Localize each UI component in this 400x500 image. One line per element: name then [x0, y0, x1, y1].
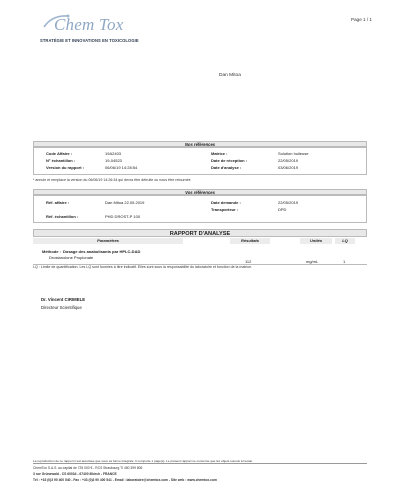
request-date-value: 22/05/2019 — [278, 200, 299, 205]
recipient-name: Dan Mitoa — [219, 73, 241, 78]
footer-contact: Tél : +33 (0)3 90 400 540 - Fax : +33 (0)3 90 400 541 - Email : laboratoire@chemtox.com - Site web : www.chemtox.com — [33, 478, 217, 482]
page-number: Page 1 / 1 — [351, 17, 372, 22]
col-header-units: Unités — [300, 238, 332, 244]
your-references-box — [33, 195, 367, 223]
col-header-parameters: Paramètres — [33, 238, 183, 244]
client-ref-label: Réf. affaire : — [46, 200, 70, 205]
method-value: Dosage des anabolisants par HPLC-DAD — [63, 249, 141, 254]
result-row-lq: 1 — [343, 259, 346, 264]
client-ref-value: Dan Mitoa 22.05.2019 — [105, 200, 145, 205]
footer-divider — [33, 463, 367, 464]
logo-tagline: STRATÉGIE ET INNOVATIONS EN TOXICOLOGIE — [40, 38, 139, 43]
request-date-label: Date demande : — [211, 200, 241, 205]
footer-company: ChemTox S.A.S. au capital de 725 000 € - RCS Strasbourg TI 450 399 806 — [33, 466, 143, 470]
version-note: * annule et remplace la version du 06/06/19 14:26:34 qui devra être détruite ou nous être retournée — [33, 178, 191, 182]
footer-address: 3 rue Grünewald - CS 60034 - 67400 Illkirch - FRANCE — [33, 472, 117, 476]
sample-number-value: 19-04523 — [105, 158, 122, 163]
client-sample-value: PHD DROST-P 100 — [105, 214, 141, 219]
result-row-unit: mg/mL — [306, 259, 319, 264]
result-row-value: 112 — [245, 259, 252, 264]
lq-note: LQ : Limite de quantification. Les LQ sont fournies à titre indicatif. Elles sont sous la responsabilité du laboratoire et fonction de la matrice. — [33, 265, 253, 269]
matrix-value: Solution huileuse — [278, 151, 309, 156]
sample-number-label: N° échantillon : — [46, 158, 76, 163]
analysis-date-value: 03/06/2019 — [278, 165, 299, 170]
analysis-date-label: Date d'analyse : — [211, 165, 242, 170]
report-version-value: 06/06/19 14:28:54 — [105, 165, 138, 170]
client-sample-label: Réf. échantillon : — [46, 214, 79, 219]
carrier-value: DPD — [278, 207, 287, 212]
signatory-title: Directeur Scientifique — [41, 305, 82, 310]
result-row-parameter: Drostanolone Propionate — [49, 255, 94, 260]
your-references-header: Vos références — [33, 189, 367, 195]
col-header-lq: LQ — [335, 238, 355, 244]
analysis-report-title: RAPPORT D'ANALYSE — [33, 229, 367, 237]
job-code-value: 19A2403 — [105, 151, 122, 156]
carrier-label: Transporteur : — [211, 207, 239, 212]
col-header-results: Résultats — [230, 238, 270, 244]
signatory-name: Dr. Vincent CIRIMELE — [41, 297, 86, 302]
our-references-header: Nos références — [33, 141, 367, 147]
method-label: Méthode : — [42, 249, 61, 254]
report-version-label: Version du rapport : — [46, 165, 85, 170]
chemtox-logo — [40, 13, 160, 48]
job-code-label: Code Affaire : — [46, 151, 73, 156]
footer-disclaimer: La reproduction de ce rapport n'est autorisée que sous sa forme intégrale. Il comporte 1 page(s). Le présent rapport ne concerne que les objets soumis à l'essai. — [33, 459, 253, 463]
matrix-label: Matrice : — [211, 151, 228, 156]
our-references-box — [33, 147, 367, 175]
reception-date-value: 22/05/2019 — [278, 158, 299, 163]
logo-wordmark: Chem Tox — [54, 15, 124, 34]
reception-date-label: Date de réception : — [211, 158, 248, 163]
